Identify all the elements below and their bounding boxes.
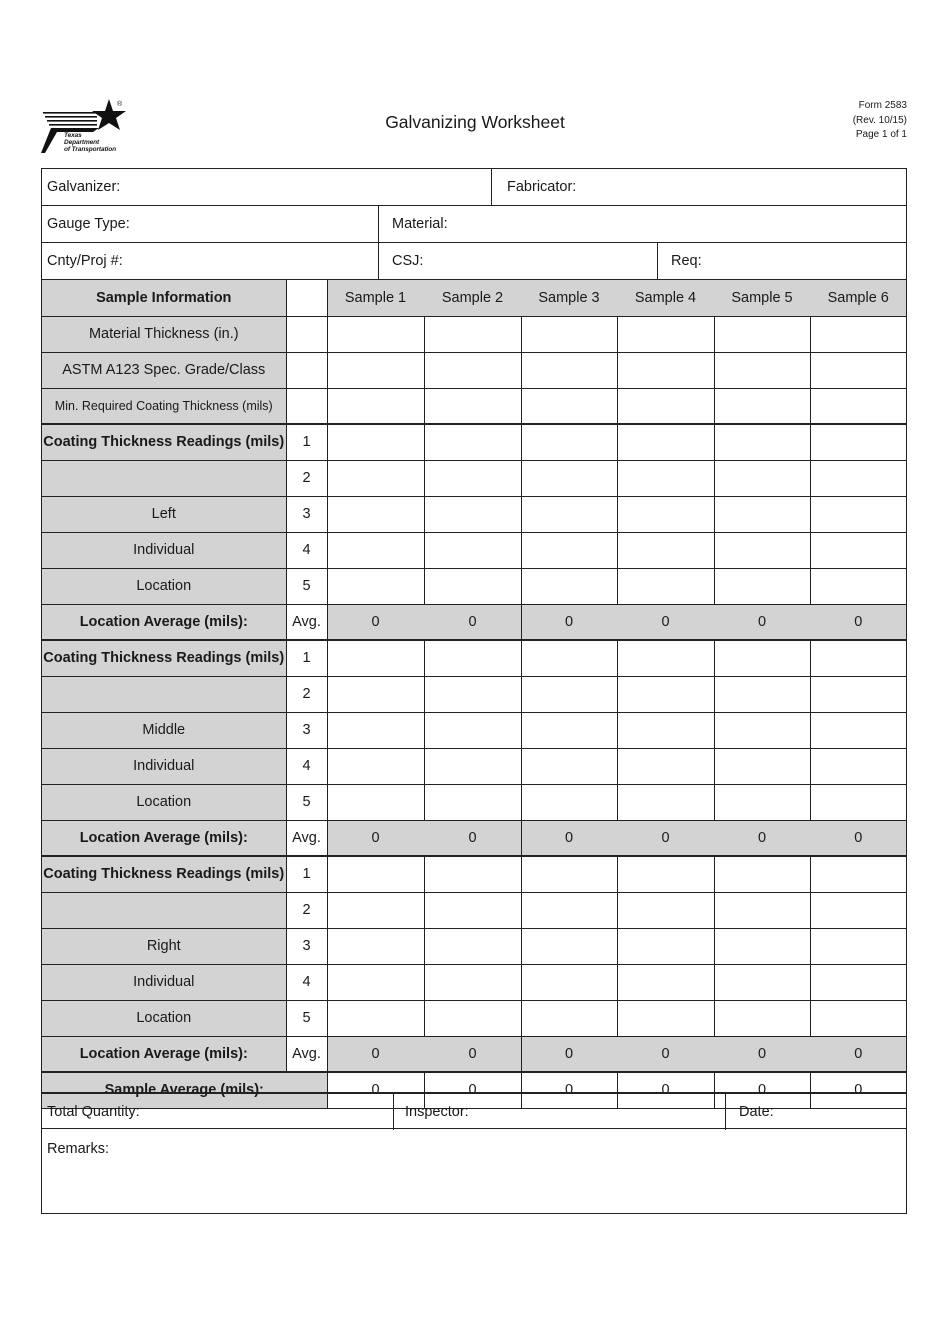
sample-header-4: Sample 4 bbox=[617, 280, 714, 316]
input-cell[interactable] bbox=[617, 676, 714, 712]
input-cell[interactable] bbox=[424, 676, 521, 712]
input-cell[interactable] bbox=[714, 316, 810, 352]
input-cell[interactable] bbox=[810, 640, 906, 676]
input-cell[interactable] bbox=[521, 316, 617, 352]
sample-average-value: 0 bbox=[714, 1072, 810, 1108]
input-cell[interactable] bbox=[714, 532, 810, 568]
location-label-blank bbox=[42, 460, 286, 496]
average-value: 0 bbox=[617, 604, 714, 640]
average-value: 0 bbox=[617, 820, 714, 856]
input-cell[interactable] bbox=[327, 568, 424, 604]
reading-row bbox=[42, 568, 906, 604]
remarks-area[interactable] bbox=[42, 1129, 906, 1213]
form-row-galvanizer bbox=[42, 169, 906, 206]
material-field[interactable]: Material: bbox=[378, 206, 906, 242]
input-cell[interactable] bbox=[617, 748, 714, 784]
date-field[interactable]: Date: bbox=[725, 1094, 906, 1130]
reading-number: 1 bbox=[286, 424, 327, 460]
input-cell[interactable] bbox=[521, 928, 617, 964]
inspector-field[interactable]: Inspector: bbox=[393, 1094, 725, 1130]
average-value: 0 bbox=[810, 1036, 906, 1072]
input-cell[interactable] bbox=[714, 388, 810, 424]
reading-number: 1 bbox=[286, 640, 327, 676]
input-cell[interactable] bbox=[617, 892, 714, 928]
csj-field[interactable]: CSJ: bbox=[378, 243, 657, 279]
form-number: Form 2583 bbox=[858, 100, 907, 111]
cnty-proj-field[interactable]: Cnty/Proj #: bbox=[47, 253, 123, 269]
input-cell[interactable] bbox=[810, 316, 906, 352]
total-quantity-field[interactable]: Total Quantity: bbox=[47, 1104, 140, 1120]
location-average-row bbox=[42, 604, 906, 640]
average-value: 0 bbox=[810, 604, 906, 640]
input-cell[interactable] bbox=[617, 532, 714, 568]
input-cell[interactable] bbox=[327, 712, 424, 748]
input-cell[interactable] bbox=[617, 712, 714, 748]
input-cell[interactable] bbox=[327, 352, 424, 388]
input-cell[interactable] bbox=[617, 352, 714, 388]
reading-number: 4 bbox=[286, 748, 327, 784]
location-label: Location bbox=[42, 784, 286, 820]
input-cell[interactable] bbox=[714, 568, 810, 604]
avg-label: Avg. bbox=[286, 1036, 327, 1072]
reading-row bbox=[42, 460, 906, 496]
reading-row bbox=[42, 748, 906, 784]
input-cell[interactable] bbox=[327, 388, 424, 424]
form-row-gauge bbox=[42, 206, 906, 243]
input-cell[interactable] bbox=[521, 856, 617, 892]
reading-row bbox=[42, 532, 906, 568]
logo-wordmark: Texas Department of Transportation bbox=[64, 132, 116, 153]
average-value: 0 bbox=[714, 1036, 810, 1072]
input-cell[interactable] bbox=[810, 712, 906, 748]
input-cell[interactable] bbox=[327, 928, 424, 964]
input-cell[interactable] bbox=[424, 892, 521, 928]
reading-row bbox=[42, 964, 906, 1000]
input-cell[interactable] bbox=[424, 784, 521, 820]
input-cell[interactable] bbox=[327, 964, 424, 1000]
input-cell[interactable] bbox=[617, 316, 714, 352]
remarks-label: Remarks: bbox=[47, 1141, 110, 1157]
input-cell[interactable] bbox=[714, 892, 810, 928]
input-cell[interactable] bbox=[424, 316, 521, 352]
sample-header-6: Sample 6 bbox=[810, 280, 906, 316]
input-cell[interactable] bbox=[424, 460, 521, 496]
average-value: 0 bbox=[327, 604, 424, 640]
location-name: Right bbox=[42, 928, 286, 964]
sample-average-value: 0 bbox=[810, 1072, 906, 1108]
input-cell[interactable] bbox=[424, 928, 521, 964]
input-cell[interactable] bbox=[521, 640, 617, 676]
input-cell[interactable] bbox=[714, 424, 810, 460]
location-label-blank bbox=[42, 892, 286, 928]
reading-row bbox=[42, 496, 906, 532]
input-cell[interactable] bbox=[810, 352, 906, 388]
sample-header-3: Sample 3 bbox=[521, 280, 617, 316]
input-cell[interactable] bbox=[327, 856, 424, 892]
input-cell[interactable] bbox=[424, 712, 521, 748]
reading-number: 4 bbox=[286, 964, 327, 1000]
location-name: Left bbox=[42, 496, 286, 532]
input-cell[interactable] bbox=[810, 388, 906, 424]
table-header-row bbox=[42, 280, 906, 316]
input-cell[interactable] bbox=[424, 424, 521, 460]
average-value: 0 bbox=[714, 604, 810, 640]
input-cell[interactable] bbox=[617, 496, 714, 532]
form-row-project bbox=[42, 243, 906, 280]
input-cell[interactable] bbox=[424, 532, 521, 568]
average-value: 0 bbox=[521, 820, 617, 856]
info-label: Material Thickness (in.) bbox=[42, 316, 286, 352]
reading-number: 5 bbox=[286, 1000, 327, 1036]
header-blank-cell bbox=[286, 280, 327, 316]
info-blank-cell bbox=[286, 352, 327, 388]
input-cell[interactable] bbox=[810, 424, 906, 460]
input-cell[interactable] bbox=[327, 748, 424, 784]
location-average-label: Location Average (mils): bbox=[42, 604, 286, 640]
input-cell[interactable] bbox=[810, 496, 906, 532]
reading-number: 3 bbox=[286, 496, 327, 532]
input-cell[interactable] bbox=[617, 388, 714, 424]
location-average-row bbox=[42, 1036, 906, 1072]
input-cell[interactable] bbox=[424, 748, 521, 784]
info-row-min-coating bbox=[42, 388, 906, 424]
input-cell[interactable] bbox=[810, 532, 906, 568]
input-cell[interactable] bbox=[521, 388, 617, 424]
input-cell[interactable] bbox=[714, 784, 810, 820]
input-cell[interactable] bbox=[810, 748, 906, 784]
page-title: Galvanizing Worksheet bbox=[385, 112, 565, 132]
info-row-astm bbox=[42, 352, 906, 388]
reading-number: 4 bbox=[286, 532, 327, 568]
reading-number: 1 bbox=[286, 856, 327, 892]
galvanizer-field[interactable]: Galvanizer: bbox=[47, 179, 121, 195]
input-cell[interactable] bbox=[714, 640, 810, 676]
input-cell[interactable] bbox=[521, 1000, 617, 1036]
sample-info-header: Sample Information bbox=[42, 280, 286, 316]
input-cell[interactable] bbox=[327, 424, 424, 460]
average-value: 0 bbox=[327, 1036, 424, 1072]
average-value: 0 bbox=[327, 820, 424, 856]
sample-average-value: 0 bbox=[424, 1072, 521, 1108]
input-cell[interactable] bbox=[327, 640, 424, 676]
location-label-blank bbox=[42, 676, 286, 712]
reading-row bbox=[42, 928, 906, 964]
input-cell[interactable] bbox=[521, 352, 617, 388]
input-cell[interactable] bbox=[617, 856, 714, 892]
registered-mark: ® bbox=[117, 101, 123, 108]
form-revision: (Rev. 10/15) bbox=[852, 114, 907, 126]
input-cell[interactable] bbox=[521, 460, 617, 496]
reading-number: 3 bbox=[286, 928, 327, 964]
average-value: 0 bbox=[424, 604, 521, 640]
average-value: 0 bbox=[714, 820, 810, 856]
average-value: 0 bbox=[521, 1036, 617, 1072]
input-cell[interactable] bbox=[424, 856, 521, 892]
form-row-totals bbox=[42, 1092, 906, 1129]
individual-label: Individual bbox=[42, 532, 286, 568]
sample-average-label: Sample Average (mils): bbox=[42, 1072, 327, 1108]
input-cell[interactable] bbox=[424, 568, 521, 604]
input-cell[interactable] bbox=[424, 496, 521, 532]
avg-label: Avg. bbox=[286, 604, 327, 640]
input-cell[interactable] bbox=[714, 856, 810, 892]
reading-row bbox=[42, 424, 906, 460]
individual-label: Individual bbox=[42, 964, 286, 1000]
reading-number: 5 bbox=[286, 784, 327, 820]
input-cell[interactable] bbox=[521, 964, 617, 1000]
input-cell[interactable] bbox=[424, 964, 521, 1000]
input-cell[interactable] bbox=[521, 676, 617, 712]
input-cell[interactable] bbox=[810, 964, 906, 1000]
reading-number: 5 bbox=[286, 568, 327, 604]
input-cell[interactable] bbox=[714, 352, 810, 388]
info-label: ASTM A123 Spec. Grade/Class bbox=[42, 352, 286, 388]
reading-row bbox=[42, 1000, 906, 1036]
input-cell[interactable] bbox=[617, 460, 714, 496]
average-value: 0 bbox=[810, 820, 906, 856]
input-cell[interactable] bbox=[521, 424, 617, 460]
input-cell[interactable] bbox=[714, 496, 810, 532]
input-cell[interactable] bbox=[617, 424, 714, 460]
reading-number: 2 bbox=[286, 676, 327, 712]
sample-average-value: 0 bbox=[617, 1072, 714, 1108]
input-cell[interactable] bbox=[810, 460, 906, 496]
input-cell[interactable] bbox=[521, 784, 617, 820]
input-cell[interactable] bbox=[714, 1000, 810, 1036]
form-meta bbox=[853, 99, 907, 143]
input-cell[interactable] bbox=[714, 964, 810, 1000]
location-average-label: Location Average (mils): bbox=[42, 820, 286, 856]
location-average-label: Location Average (mils): bbox=[42, 1036, 286, 1072]
input-cell[interactable] bbox=[810, 892, 906, 928]
location-name: Middle bbox=[42, 712, 286, 748]
location-label: Location bbox=[42, 1000, 286, 1036]
input-cell[interactable] bbox=[327, 532, 424, 568]
input-cell[interactable] bbox=[327, 460, 424, 496]
input-cell[interactable] bbox=[714, 928, 810, 964]
input-cell[interactable] bbox=[424, 640, 521, 676]
reading-row bbox=[42, 640, 906, 676]
input-cell[interactable] bbox=[617, 640, 714, 676]
sample-header-1: Sample 1 bbox=[327, 280, 424, 316]
average-value: 0 bbox=[424, 820, 521, 856]
reading-row bbox=[42, 856, 906, 892]
input-cell[interactable] bbox=[810, 676, 906, 712]
input-cell[interactable] bbox=[810, 568, 906, 604]
input-cell[interactable] bbox=[327, 892, 424, 928]
input-cell[interactable] bbox=[424, 388, 521, 424]
input-cell[interactable] bbox=[714, 748, 810, 784]
input-cell[interactable] bbox=[617, 1000, 714, 1036]
reading-row bbox=[42, 784, 906, 820]
sample-average-value: 0 bbox=[521, 1072, 617, 1108]
input-cell[interactable] bbox=[327, 784, 424, 820]
info-blank-cell bbox=[286, 388, 327, 424]
input-cell[interactable] bbox=[327, 496, 424, 532]
input-cell[interactable] bbox=[810, 1000, 906, 1036]
reading-number: 2 bbox=[286, 460, 327, 496]
req-field[interactable]: Req: bbox=[657, 243, 906, 279]
page-number: Page 1 of 1 bbox=[855, 129, 907, 140]
input-cell[interactable] bbox=[714, 712, 810, 748]
individual-label: Individual bbox=[42, 748, 286, 784]
input-cell[interactable] bbox=[521, 496, 617, 532]
location-label: Location bbox=[42, 568, 286, 604]
readings-label: Coating Thickness Readings (mils) bbox=[42, 424, 286, 460]
input-cell[interactable] bbox=[424, 1000, 521, 1036]
readings-label: Coating Thickness Readings (mils) bbox=[42, 856, 286, 892]
info-blank-cell bbox=[286, 316, 327, 352]
input-cell[interactable] bbox=[810, 784, 906, 820]
average-value: 0 bbox=[424, 1036, 521, 1072]
sample-average-value: 0 bbox=[327, 1072, 424, 1108]
input-cell[interactable] bbox=[327, 1000, 424, 1036]
reading-number: 2 bbox=[286, 892, 327, 928]
input-cell[interactable] bbox=[617, 928, 714, 964]
sample-header-5: Sample 5 bbox=[714, 280, 810, 316]
input-cell[interactable] bbox=[810, 928, 906, 964]
input-cell[interactable] bbox=[714, 460, 810, 496]
avg-label: Avg. bbox=[286, 820, 327, 856]
reading-row bbox=[42, 712, 906, 748]
input-cell[interactable] bbox=[521, 568, 617, 604]
input-cell[interactable] bbox=[617, 784, 714, 820]
reading-row bbox=[42, 892, 906, 928]
average-value: 0 bbox=[521, 604, 617, 640]
input-cell[interactable] bbox=[521, 712, 617, 748]
input-cell[interactable] bbox=[424, 352, 521, 388]
input-cell[interactable] bbox=[521, 748, 617, 784]
input-cell[interactable] bbox=[617, 568, 714, 604]
readings-label: Coating Thickness Readings (mils) bbox=[42, 640, 286, 676]
average-value: 0 bbox=[617, 1036, 714, 1072]
input-cell[interactable] bbox=[810, 856, 906, 892]
location-average-row bbox=[42, 820, 906, 856]
input-cell[interactable] bbox=[617, 964, 714, 1000]
reading-number: 3 bbox=[286, 712, 327, 748]
sample-table bbox=[42, 280, 906, 1109]
reading-row bbox=[42, 676, 906, 712]
input-cell[interactable] bbox=[714, 676, 810, 712]
input-cell[interactable] bbox=[327, 316, 424, 352]
input-cell[interactable] bbox=[521, 892, 617, 928]
gauge-type-field[interactable]: Gauge Type: bbox=[47, 216, 130, 232]
input-cell[interactable] bbox=[521, 532, 617, 568]
sample-header-2: Sample 2 bbox=[424, 280, 521, 316]
galvanizing-form bbox=[41, 168, 907, 1214]
info-label: Min. Required Coating Thickness (mils) bbox=[42, 388, 286, 424]
input-cell[interactable] bbox=[327, 676, 424, 712]
fabricator-field[interactable]: Fabricator: bbox=[491, 169, 906, 205]
info-row-material-thickness bbox=[42, 316, 906, 352]
